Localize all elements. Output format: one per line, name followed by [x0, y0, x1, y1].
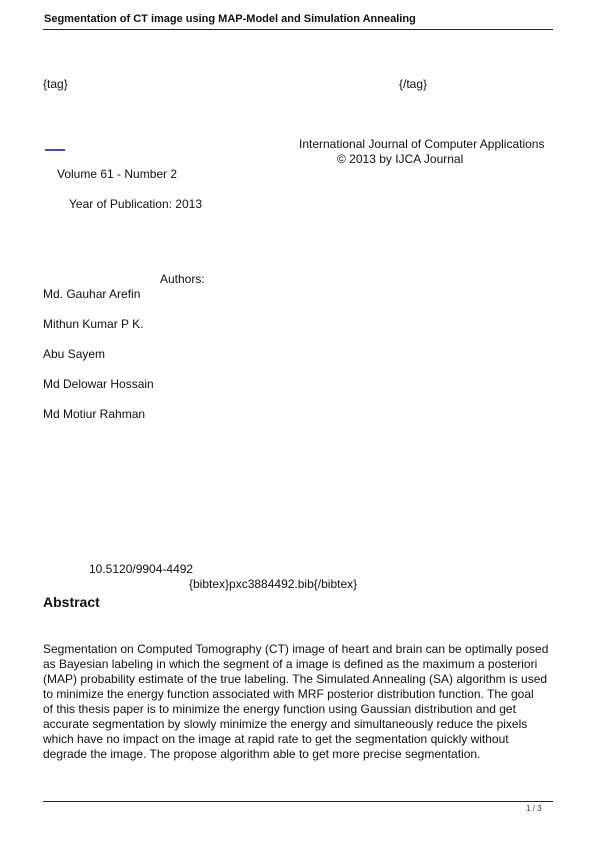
tag-close-marker: {/tag} — [399, 77, 428, 91]
bibtex-reference: {bibtex}pxc3884492.bib{/bibtex} — [189, 577, 358, 591]
publication-year: Year of Publication: 2013 — [69, 197, 202, 211]
abstract-line: degrade the image. The propose algorithm able to get more precise segmentation. — [43, 747, 481, 761]
author-name: Md Delowar Hossain — [43, 377, 154, 391]
volume-number: Volume 61 - Number 2 — [57, 167, 178, 181]
author-name: Md Motiur Rahman — [43, 407, 146, 421]
authors-label: Authors: — [160, 272, 205, 286]
page-header-title: Segmentation of CT image using MAP-Model and Simulation Annealing — [44, 13, 416, 25]
author-name: Mithun Kumar P K. — [43, 317, 144, 331]
abstract-heading: Abstract — [43, 594, 100, 610]
journal-copyright: © 2013 by IJCA Journal — [337, 152, 464, 166]
author-name: Md. Gauhar Arefin — [43, 287, 141, 301]
abstract-line: (MAP) probability estimate of the true labeling. The Simulated Annealing (SA) algorithm is used — [43, 672, 548, 686]
author-name: Abu Sayem — [43, 347, 106, 361]
abstract-line: as Bayesian labeling in which the segment of a image is defined as the maximum a posteriori — [43, 657, 538, 671]
journal-name: International Journal of Computer Applications — [299, 137, 545, 151]
footer-divider — [43, 801, 553, 802]
abstract-line: Segmentation on Computed Tomography (CT) image of heart and brain can be optimally posed — [43, 642, 549, 656]
abstract-line: to minimize the energy function associated with MRF posterior distribution function. The goal — [43, 687, 534, 701]
page-number: 1 / 3 — [526, 804, 542, 813]
header-divider — [43, 29, 553, 30]
doi-identifier: 10.5120/9904-4492 — [89, 562, 194, 576]
abstract-line: which have no impact on the image at rapid rate to get the segmentation quickly without — [43, 732, 509, 746]
tag-open-marker: {tag} — [43, 77, 68, 91]
journal-logo-mark — [45, 149, 65, 151]
abstract-line: accurate segmentation by slowly minimize the energy and simultaneously reduce the pixels — [43, 717, 528, 731]
abstract-line: of this thesis paper is to minimize the energy function using Gaussian distribution and get — [43, 702, 516, 716]
